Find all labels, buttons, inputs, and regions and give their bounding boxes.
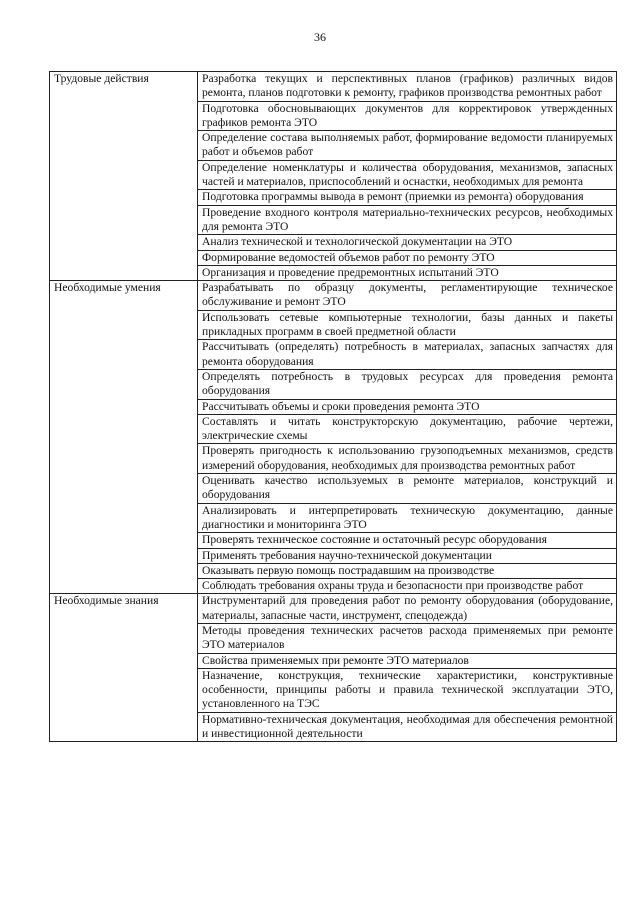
table-cell: Назначение, конструкция, технические характеристики, конструктивные особенности, принципы работы и правила технической эксплуатации ЭТО, установленного на ТЭС bbox=[198, 668, 617, 712]
table-cell: Подготовка программы вывода в ремонт (приемки из ремонта) оборудования bbox=[198, 190, 617, 205]
section-label: Необходимые знания bbox=[50, 594, 198, 742]
table-cell: Свойства применяемых при ремонте ЭТО материалов bbox=[198, 653, 617, 668]
table-cell: Определение состава выполняемых работ, формирование ведомости планируемых работ и объемов работ bbox=[198, 131, 617, 161]
table-cell: Нормативно-техническая документация, необходимая для обеспечения ремонтной и инвестиционной деятельности bbox=[198, 712, 617, 742]
table-cell: Инструментарий для проведения работ по ремонту оборудования (оборудование, материалы, запасные части, инструмент, спецодежда) bbox=[198, 594, 617, 624]
table-cell: Подготовка обосновывающих документов для корректировок утвержденных графиков ремонта ЭТО bbox=[198, 101, 617, 131]
table-cell: Оценивать качество используемых в ремонте материалов, конструкций и оборудования bbox=[198, 474, 617, 504]
table-cell: Анализировать и интерпретировать техническую документацию, данные диагностики и мониторинга ЭТО bbox=[198, 503, 617, 533]
table-cell: Формирование ведомостей объемов работ по ремонту ЭТО bbox=[198, 250, 617, 265]
table-cell: Разработка текущих и перспективных планов (графиков) различных видов ремонта, планов подготовки к ремонту, графиков производства ремонтных работ bbox=[198, 72, 617, 102]
section-label: Трудовые действия bbox=[50, 72, 198, 281]
page-number: 36 bbox=[314, 30, 326, 44]
table-cell: Использовать сетевые компьютерные технологии, базы данных и пакеты прикладных программ в своей предметной области bbox=[198, 310, 617, 340]
table-cell: Применять требования научно-технической документации bbox=[198, 548, 617, 563]
table-row bbox=[50, 594, 617, 624]
table-cell: Методы проведения технических расчетов расхода применяемых при ремонте ЭТО материалов bbox=[198, 623, 617, 653]
table-cell: Определение номенклатуры и количества оборудования, механизмов, запасных частей и материалов, приспособлений и оснастки, необходимых для ремонта bbox=[198, 160, 617, 190]
table-cell: Организация и проведение предремонтных испытаний ЭТО bbox=[198, 265, 617, 280]
table-cell: Определять потребность в трудовых ресурсах для проведения ремонта оборудования bbox=[198, 369, 617, 399]
table-cell: Проверять пригодность к использованию грузоподъемных механизмов, средств измерений оборудования, необходимых для производства ремонтных работ bbox=[198, 444, 617, 474]
table-cell: Оказывать первую помощь пострадавшим на производстве bbox=[198, 563, 617, 578]
section-label: Необходимые умения bbox=[50, 281, 198, 594]
table-cell: Разрабатывать по образцу документы, регламентирующие техническое обслуживание и ремонт ЭТО bbox=[198, 281, 617, 311]
table-cell: Проверять техническое состояние и остаточный ресурс оборудования bbox=[198, 533, 617, 548]
table-cell: Рассчитывать (определять) потребность в материалах, запасных запчастях для ремонта оборудования bbox=[198, 340, 617, 370]
table-cell: Проведение входного контроля материально-технических ресурсов, необходимых для ремонта ЭТО bbox=[198, 205, 617, 235]
table-cell: Рассчитывать объемы и сроки проведения ремонта ЭТО bbox=[198, 399, 617, 414]
table-cell: Составлять и читать конструкторскую документацию, рабочие чертежи, электрические схемы bbox=[198, 414, 617, 444]
table-cell: Анализ технической и технологической документации на ЭТО bbox=[198, 235, 617, 250]
table-cell: Соблюдать требования охраны труда и безопасности при производстве работ bbox=[198, 579, 617, 594]
table-row bbox=[50, 281, 617, 311]
competency-table bbox=[49, 71, 617, 742]
table-row bbox=[50, 72, 617, 102]
competency-table-body bbox=[50, 72, 617, 742]
